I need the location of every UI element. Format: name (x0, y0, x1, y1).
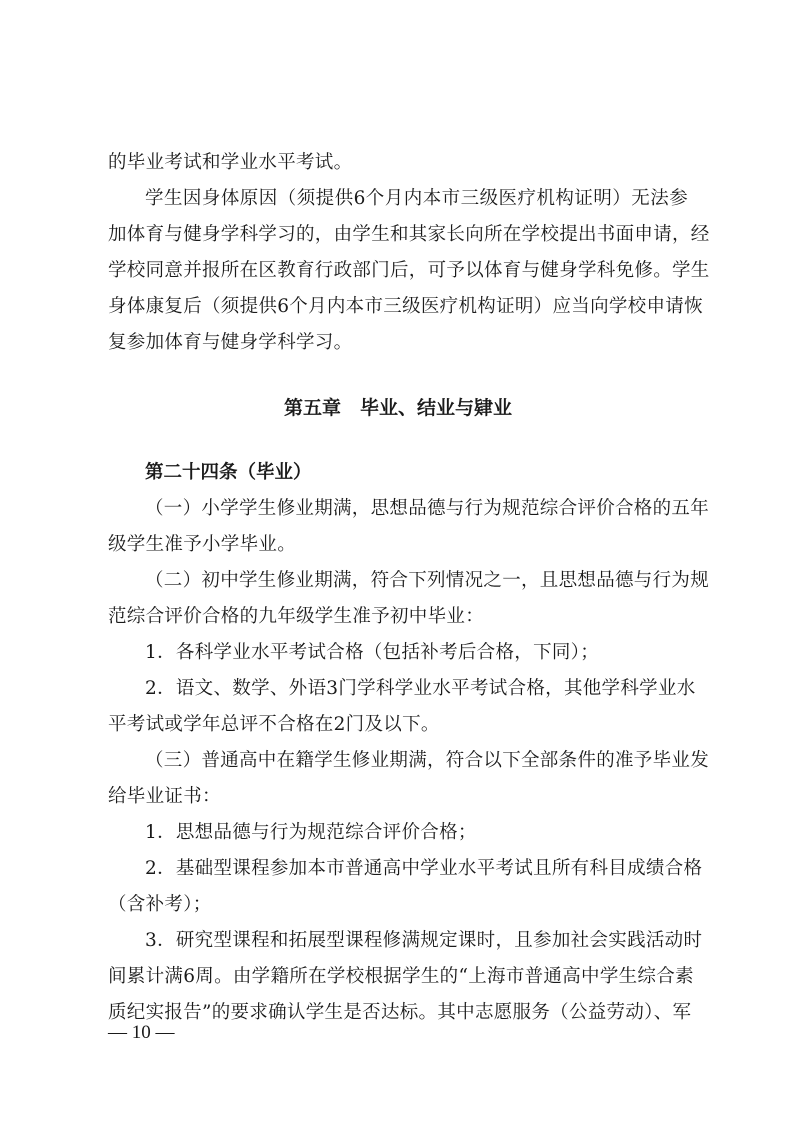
text-line: 给毕业证书： (108, 786, 221, 807)
text-line: （一）小学学生修业期满，思想品德与行为规范综合评价合格的五年 (145, 498, 710, 519)
text-line: 平考试或学年总评不合格在2门及以下。 (108, 714, 440, 735)
text-line: 1．各科学业水平考试合格（包括补考后合格，下同）； (145, 642, 600, 663)
text-line: 学校同意并报所在区教育行政部门后，可予以体育与健身学科免修。学生 (108, 260, 710, 281)
text-line: 的毕业考试和学业水平考试。 (108, 152, 353, 173)
text-line: （二）初中学生修业期满，符合下列情况之一，且思想品德与行为规 (145, 570, 710, 591)
text-line: 1．思想品德与行为规范综合评价合格； (145, 822, 477, 843)
text-line: （含补考）； (108, 894, 212, 915)
text-line: 加体育与健身学科学习的，由学生和其家长向所在学校提出书面申请，经 (108, 224, 710, 245)
text-line: 学生因身体原因（须提供6个月内本市三级医疗机构证明）无法参 (145, 188, 688, 209)
text-line: 范综合评价合格的九年级学生准予初中毕业： (108, 606, 485, 627)
text-line: 2．语文、数学、外语3门学科学业水平考试合格，其他学科学业水 (145, 678, 696, 699)
text-line: 级学生准予小学毕业。 (108, 534, 297, 555)
text-line: 间累计满6周。由学籍所在学校根据学生的“上海市普通高中学生综合素 (108, 966, 694, 987)
chapter-heading: 第五章 毕业、结业与肄业 (283, 397, 512, 419)
text-line: （三）普通高中在籍学生修业期满，符合以下全部条件的准予毕业发 (145, 750, 710, 771)
page-number: — 10 — (108, 1022, 175, 1043)
article-heading: 第二十四条（毕业） (145, 462, 312, 483)
text-line: 质纪实报告”的要求确认学生是否达标。其中志愿服务（公益劳动）、军 (108, 1002, 692, 1023)
text-line: 3．研究型课程和拓展型课程修满规定课时，且参加社会实践活动时 (145, 930, 703, 951)
text-line: 2．基础型课程参加本市普通高中学业水平考试且所有科目成绩合格 (145, 858, 703, 879)
text-line: 身体康复后（须提供6个月内本市三级医疗机构证明）应当向学校申请恢 (108, 296, 703, 317)
text-line: 复参加体育与健身学科学习。 (108, 332, 353, 353)
